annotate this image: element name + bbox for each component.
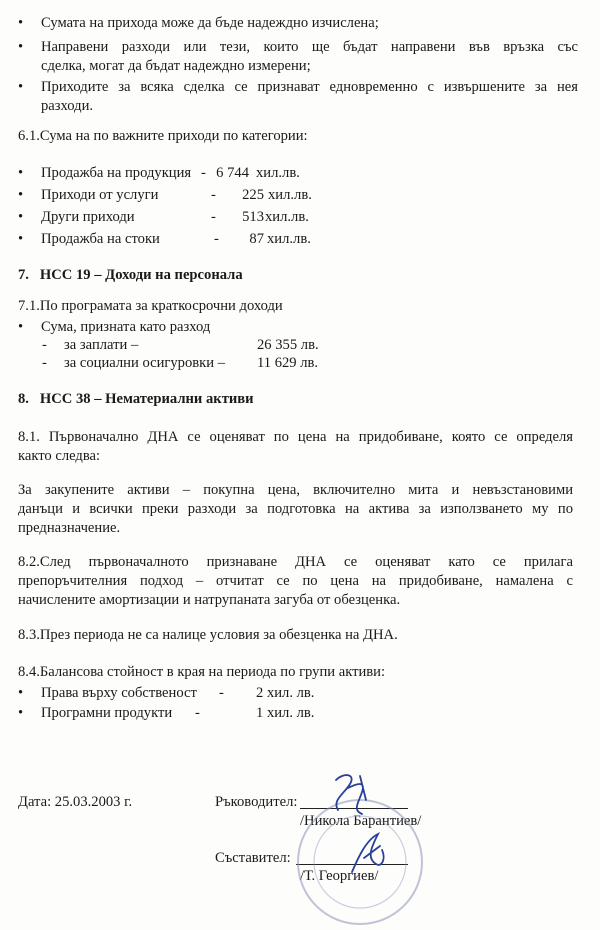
bullet-mark: • <box>18 39 24 55</box>
bullet-mark: • <box>18 319 24 335</box>
paragraph-line: данъци и всички преки разходи за подготовка на актива за използването му по <box>18 501 573 517</box>
paragraph-line: предназначение. <box>18 520 121 536</box>
document-date: Дата: 25.03.2003 г. <box>18 794 133 810</box>
income-dash: - <box>201 165 206 181</box>
expense-label: за социални осигуровки – <box>64 355 226 371</box>
asset-dash: - <box>195 705 200 721</box>
income-amount: 225 <box>242 187 264 203</box>
paragraph <box>18 428 573 466</box>
manager-label: Ръководител: <box>215 794 298 810</box>
income-dash: - <box>214 231 219 247</box>
bullet-text: Направени разходи или тези, които ще бъдат направени във връзка със <box>41 39 578 55</box>
expense-amount: 11 629 лв. <box>257 355 319 371</box>
income-label: Приходи от услуги <box>41 187 159 203</box>
section-heading: 7. НСС 19 – Доходи на персонала <box>18 267 243 283</box>
paragraph-line: За закупените активи – покупна цена, включително мита и невъзстановими <box>18 482 573 498</box>
income-label: Други приходи <box>41 209 135 225</box>
bullet-text: Приходите за всяка сделка се признават едновременно с извършените за нея <box>41 79 578 95</box>
bullet-mark: • <box>18 705 24 721</box>
bullet-text: Сума, призната като разход <box>41 319 211 335</box>
income-dash: - <box>211 187 216 203</box>
bullet-item <box>18 38 578 76</box>
income-label: Продажба на стоки <box>41 231 160 247</box>
paragraph-line: начислените амортизации и натрупаната загуба от обезценка. <box>18 592 401 608</box>
bullet-mark: • <box>18 187 24 203</box>
income-amount: 6 744 <box>216 165 249 181</box>
dash-mark: - <box>42 337 47 353</box>
bullet-text: сделка, могат да бъдат надеждно измерени; <box>41 58 311 74</box>
compiler-signature <box>342 828 392 878</box>
income-unit: хил.лв. <box>268 187 312 203</box>
bullet-mark: • <box>18 15 24 31</box>
paragraph-line: препоръчителния подход – отчитат се по цена на придобиване, намалена с <box>18 573 573 589</box>
paragraph <box>18 553 573 610</box>
income-unit: хил.лв. <box>265 209 309 225</box>
paragraph-line: 8.2.След първоначалното признаване ДНА се оценяват като се прилага <box>18 554 573 570</box>
subsection-heading: 7.1.По програмата за краткосрочни доходи <box>18 298 283 314</box>
paragraph: 8.4.Балансова стойност в края на периода по групи активи: <box>18 664 386 680</box>
bullet-mark: • <box>18 165 24 181</box>
asset-dash: - <box>219 685 224 701</box>
paragraph <box>18 481 573 538</box>
dash-mark: - <box>42 355 47 371</box>
bullet-item <box>18 14 578 33</box>
income-unit: хил.лв. <box>256 165 300 181</box>
bullet-mark: • <box>18 685 24 701</box>
section-heading: 6.1.Сума на по важните приходи по категории: <box>18 128 308 144</box>
income-unit: хил.лв. <box>267 231 311 247</box>
bullet-mark: • <box>18 79 24 95</box>
expense-amount: 26 355 лв. <box>257 337 319 353</box>
bullet-text: Сумата на прихода може да бъде надеждно изчислена; <box>41 15 379 31</box>
bullet-text: разходи. <box>41 98 94 114</box>
asset-label: Програмни продукти <box>41 705 173 721</box>
paragraph-line: 8.1. Първоначално ДНА се оценяват по цена на придобиване, която се определя <box>18 429 573 445</box>
bullet-mark: • <box>18 209 24 225</box>
compiler-label: Съставител: <box>215 850 291 866</box>
compiler-name: /Т. Георгиев/ <box>300 868 379 884</box>
expense-label: за заплати – <box>64 337 139 353</box>
asset-amount: 2 хил. лв. <box>256 685 315 701</box>
asset-amount: 1 хил. лв. <box>256 705 315 721</box>
income-amount: 87 <box>249 231 264 247</box>
income-label: Продажба на продукция <box>41 165 192 181</box>
bullet-item <box>18 78 578 116</box>
bullet-mark: • <box>18 231 24 247</box>
manager-signature <box>322 770 382 822</box>
manager-name: /Никола Барантиев/ <box>300 813 422 829</box>
paragraph: 8.3.През периода не са налице условия за обезценка на ДНА. <box>18 627 398 643</box>
section-heading: 8. НСС 38 – Нематериални активи <box>18 391 254 407</box>
asset-label: Права върху собственост <box>41 685 197 701</box>
income-dash: - <box>211 209 216 225</box>
paragraph-line: както следва: <box>18 448 101 464</box>
income-amount: 513 <box>242 209 264 225</box>
